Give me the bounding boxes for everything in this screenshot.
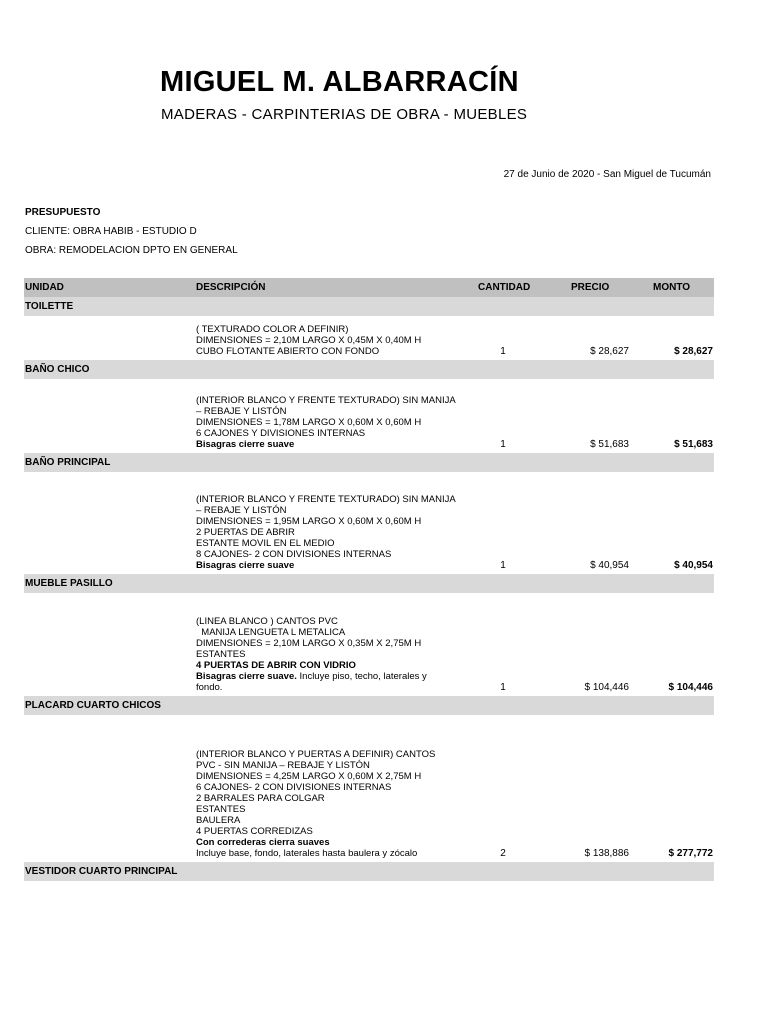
section-mueble-pasillo: MUEBLE PASILLO [24,574,714,593]
item-description: (LINEA BLANCO ) CANTOS PVC MANIJA LENGUETA L METALICA DIMENSIONES = 2,10M LARGO X 0,35M X 2,75M H ESTANTES 4 PUERTAS DE ABRIR CON VIDRIO Bisagras cierre suave. Incluye piso, techo, laterales y fondo. [196,616,427,693]
item-amount: $ 104,446 [668,682,713,693]
client-line: CLIENTE: OBRA HABIB - ESTUDIO D [25,226,197,237]
item-quantity: 1 [500,346,506,357]
column-quantity: CANTIDAD [478,282,531,293]
item-amount: $ 40,954 [674,560,713,571]
item-description: (INTERIOR BLANCO Y FRENTE TEXTURADO) SIN MANIJA – REBAJE Y LISTÓN DIMENSIONES = 1,78M LARGO X 0,60M X 0,60M H 6 CAJONES Y DIVISIONES INTERNAS Bisagras cierre suave [196,395,456,450]
item-price: $ 28,627 [590,346,629,357]
section-vestidor-cuarto-principal: VESTIDOR CUARTO PRINCIPAL [24,862,714,881]
item-quantity: 2 [500,848,506,859]
item-quantity: 1 [500,560,506,571]
document-type: PRESUPUESTO [25,207,101,218]
section-toilette: TOILETTE [24,297,714,316]
section-placard-cuarto-chicos: PLACARD CUARTO CHICOS [24,696,714,715]
item-price: $ 51,683 [590,439,629,450]
company-tagline: MADERAS - CARPINTERIAS DE OBRA - MUEBLES [161,106,528,123]
table-header [24,278,714,297]
item-price: $ 138,886 [584,848,629,859]
item-amount: $ 28,627 [674,346,713,357]
item-price: $ 104,446 [584,682,629,693]
item-quantity: 1 [500,682,506,693]
column-price: PRECIO [571,282,610,293]
work-line: OBRA: REMODELACION DPTO EN GENERAL [25,245,238,256]
item-amount: $ 51,683 [674,439,713,450]
date-place: 27 de Junio de 2020 - San Miguel de Tucumán [503,169,711,180]
item-description: (INTERIOR BLANCO Y FRENTE TEXTURADO) SIN MANIJA – REBAJE Y LISTÓN DIMENSIONES = 1,95M LARGO X 0,60M X 0,60M H 2 PUERTAS DE ABRIR ESTANTE MOVIL EN EL MEDIO 8 CAJONES- 2 CON DIVISIONES INTERNAS Bisagras cierre suave [196,494,456,571]
item-quantity: 1 [500,439,506,450]
item-description: (INTERIOR BLANCO Y PUERTAS A DEFINIR) CANTOS PVC - SIN MANIJA – REBAJE Y LISTÓN DIMENSIONES = 4,25M LARGO X 0,60M X 2,75M H 6 CAJONES- 2 CON DIVISIONES INTERNAS 2 BARRALES PARA COLGAR ESTANTES BAULERA 4 PUERTAS CORREDIZAS Con correderas cierra suaves Incluye base, fondo, laterales hasta baulera y zócalo [196,749,436,859]
column-description: DESCRIPCIÓN [196,282,266,293]
column-unit: UNIDAD [25,282,64,293]
column-amount: MONTO [653,282,691,293]
section-bano-chico: BAÑO CHICO [24,360,714,379]
item-amount: $ 277,772 [668,848,713,859]
item-description: ( TEXTURADO COLOR A DEFINIR) DIMENSIONES = 2,10M LARGO X 0,45M X 0,40M H CUBO FLOTANTE ABIERTO CON FONDO [196,324,422,357]
section-bano-principal: BAÑO PRINCIPAL [24,453,714,472]
company-name: MIGUEL M. ALBARRACÍN [160,66,519,98]
item-price: $ 40,954 [590,560,629,571]
